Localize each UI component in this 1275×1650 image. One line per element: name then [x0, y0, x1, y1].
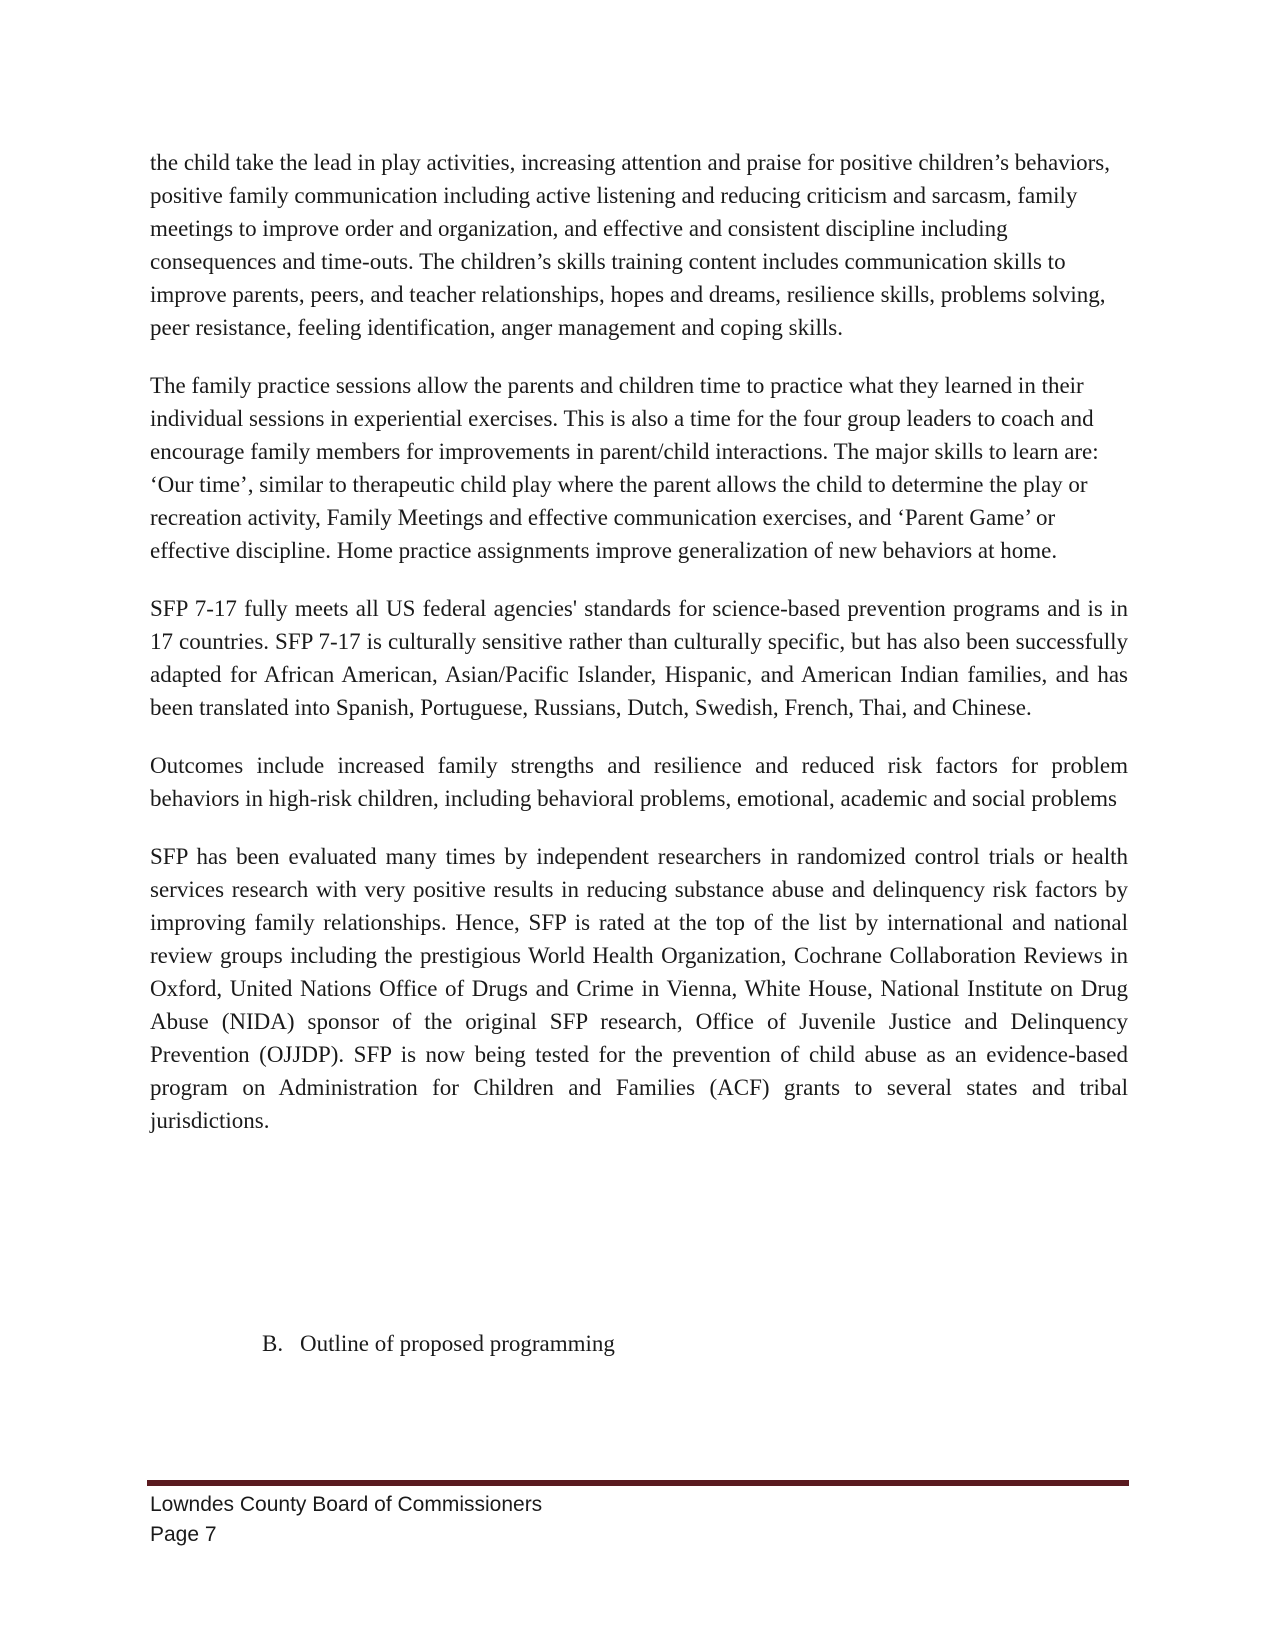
section-heading [262, 1327, 615, 1360]
paragraph-training-content: the child take the lead in play activities, increasing attention and praise for positive children’s behaviors, positive family communication including active listening and reducing criticism and sarcasm, family meetings to improve order and organization, and effective and consistent discipline including consequences and time-outs. The children’s skills training content includes communication skills to improve parents, peers, and teacher relationships, hopes and dreams, resilience skills, problems solving, peer resistance, feeling identification, anger management and coping skills. [150, 150, 1110, 340]
section-marker: B. [262, 1331, 284, 1356]
paragraph-outcomes: Outcomes include increased family strengths and resilience and reduced risk factors for problem behaviors in high-risk children, including behavioral problems, emotional, academic and social problems [150, 753, 1128, 811]
footer-organization: Lowndes County Board of Commissioners [150, 1493, 543, 1516]
footer-divider [147, 1480, 1129, 1486]
document-body [150, 146, 1128, 1162]
paragraph-sfp-standards: SFP 7-17 fully meets all US federal agencies' standards for science-based prevention programs and is in 17 countries. SFP 7-17 is culturally sensitive rather than culturally specific, but has also been successfully adapted for African American, Asian/Pacific Islander, Hispanic, and American Indian families, and has been translated into Spanish, Portuguese, Russians, Dutch, Swedish, French, Thai, and Chinese. [150, 596, 1128, 720]
paragraph-family-practice: The family practice sessions allow the parents and children time to practice what they learned in their individual sessions in experiential exercises. This is also a time for the four group leaders to coach and encourage family members for improvements in parent/child interactions. The major skills to learn are: ‘Our time’, similar to therapeutic child play where the parent allows the child to determine the play or recreation activity, Family Meetings and effective communication exercises, and ‘Parent Game’ or effective discipline. Home practice assignments improve generalization of new behaviors at home. [150, 373, 1099, 563]
page-footer [150, 1490, 542, 1550]
paragraph-evaluation: SFP has been evaluated many times by independent researchers in randomized control trials or health services research with very positive results in reducing substance abuse and delinquency risk factors by improving family relationships. Hence, SFP is rated at the top of the list by international and national review groups including the prestigious World Health Organization, Cochrane Collaboration Reviews in Oxford, United Nations Office of Drugs and Crime in Vienna, White House, National Institute on Drug Abuse (NIDA) sponsor of the original SFP research, Office of Juvenile Justice and Delinquency Prevention (OJJDP). SFP is now being tested for the prevention of child abuse as an evidence-based program on Administration for Children and Families (ACF) grants to several states and tribal jurisdictions. [150, 844, 1128, 1133]
footer-page-number: Page 7 [150, 1523, 217, 1546]
section-title: Outline of proposed programming [300, 1331, 615, 1356]
